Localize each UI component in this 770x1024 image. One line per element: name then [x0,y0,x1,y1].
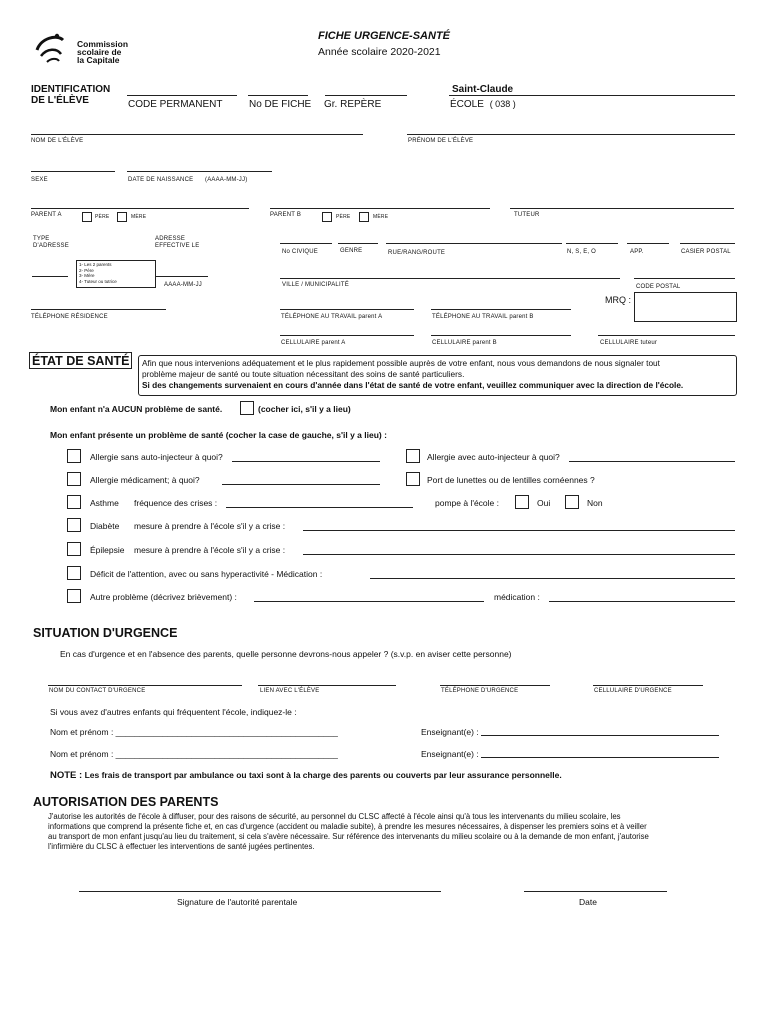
gr-repere-line[interactable] [325,95,407,96]
code-permanent-label: CODE PERMANENT [128,99,223,110]
urgence-question: En cas d'urgence et en l'absence des parents, quelle personne devrons-nous appeler ? (s.v.p. en aviser cette personne) [60,649,512,659]
parent-a-mere-checkbox[interactable] [117,212,127,222]
deficit-checkbox[interactable] [67,566,81,580]
tuteur-label: TUTEUR [514,212,540,218]
allergie-sans-label: Allergie sans auto-injecteur à quoi? [90,452,223,462]
pompe-oui-label: Oui [537,498,551,508]
diabete-checkbox[interactable] [67,518,81,532]
sexe-line[interactable] [31,171,115,172]
aucun-probleme-checkbox[interactable] [240,401,254,415]
autorisation-line-4: l'infirmière du CLSC à effectuer les interventions de santé jugées pertinentes. [48,842,315,851]
nom-contact-line[interactable] [48,685,242,686]
adresse-date-line[interactable] [156,276,208,277]
allergie-avec-label: Allergie avec auto-injecteur à quoi? [427,452,560,462]
frequence-line[interactable] [226,507,413,508]
date-naissance-line[interactable] [127,171,272,172]
autres-enfants-label: Si vous avez d'autres enfants qui fréquentent l'école, indiquez-le : [50,707,297,717]
intro-line-3: Si des changements survenaient en cours d'année dans l'état de santé de votre enfant, veuillez communiquer avec la direction de l'école. [142,380,684,390]
logo-text [77,40,128,64]
date-format-label: (AAAA-MM-JJ) [205,177,248,183]
code-postal-label: CODE POSTAL [636,284,681,290]
epilepsie-label: Épilepsie [90,545,125,555]
date-line[interactable] [524,891,667,892]
presente-probleme-label: Mon enfant présente un problème de santé (cocher la case de gauche, s'il y a lieu) : [50,430,387,440]
code-permanent-line[interactable] [127,95,237,96]
parent-b-pere-label: PÈRE [336,214,351,220]
adresse-effective-line-2: EFFECTIVE LE [155,243,200,249]
cell-urgence-label: CELLULAIRE D'URGENCE [594,688,672,694]
cell-a-line[interactable] [280,335,414,336]
allergie-sans-checkbox[interactable] [67,449,81,463]
allergie-avec-line[interactable] [569,461,735,462]
prenom-eleve-line[interactable] [407,134,735,135]
etat-sante-title: ÉTAT DE SANTÉ [29,352,132,369]
lien-line[interactable] [258,685,396,686]
diabete-label: Diabète [90,521,120,531]
cell-urgence-line[interactable] [593,685,703,686]
ecole-label-text: ÉCOLE [450,99,484,110]
parent-a-label: PARENT A [31,212,62,218]
frequence-label: fréquence des crises : [134,498,218,508]
type-option-4: 4- Tuteur ou tutrice [79,278,117,284]
no-civique-line[interactable] [280,243,332,244]
lunettes-checkbox[interactable] [406,472,420,486]
type-adresse-line[interactable] [32,276,68,277]
sexe-label: SEXE [31,177,48,183]
enseignant-2-label: Enseignant(e) : [421,749,479,759]
nom-prenom-2[interactable]: Nom et prénom : _______________________________________________ [50,749,338,759]
logo-line-2: scolaire de [77,47,122,57]
tel-travail-a-label: TÉLÉPHONE AU TRAVAIL parent A [281,314,383,320]
no-fiche-label: No DE FICHE [249,99,312,110]
school-name: Saint-Claude [452,84,514,95]
lunettes-label: Port de lunettes ou de lentilles cornéennes ? [427,475,595,485]
school-year: Année scolaire 2020-2021 [318,46,441,58]
nom-prenom-1[interactable]: Nom et prénom : _______________________________________________ [50,727,338,737]
enseignant-1-line[interactable] [481,735,719,736]
ecole-label [450,99,516,110]
note-label: NOTE : [50,770,83,781]
nom-eleve-label: NOM DE L'ÉLÈVE [31,138,84,144]
allergie-med-checkbox[interactable] [67,472,81,486]
signature-line[interactable] [79,891,441,892]
type-option-3: 3- Mère [79,273,95,278]
date-label: Date [579,897,597,907]
deficit-line[interactable] [370,578,735,579]
tel-urgence-label: TÉLÉPHONE D'URGENCE [441,688,519,694]
autorisation-text [48,812,738,852]
pompe-oui-checkbox[interactable] [515,495,529,509]
date-naissance-label: DATE DE NAISSANCE [128,177,194,183]
autorisation-title: AUTORISATION DES PARENTS [33,795,219,809]
logo-emblem-icon [33,30,67,66]
ville-label: VILLE / MUNICIPALITÉ [282,282,349,288]
gr-repere-label: Gr. REPÈRE [324,99,382,110]
allergie-sans-line[interactable] [232,461,380,462]
cocher-ici-label: (cocher ici, s'il y a lieu) [258,404,351,414]
identification-label-line-2: DE L'ÉLÈVE [31,95,89,106]
type-adresse-options [76,260,156,288]
parent-b-label: PARENT B [270,212,302,218]
casier-label: CASIER POSTAL [681,249,731,255]
nseo-label: N, S, E, O [567,249,597,255]
parent-b-mere-checkbox[interactable] [359,212,369,222]
nom-eleve-line[interactable] [31,134,363,135]
enseignant-2-line[interactable] [481,757,719,758]
no-fiche-line[interactable] [248,95,308,96]
allergie-med-line[interactable] [222,484,380,485]
medication-line[interactable] [549,601,735,602]
tel-travail-b-line[interactable] [431,309,571,310]
adresse-date-format: AAAA-MM-JJ [164,282,202,288]
tuteur-line[interactable] [510,208,734,209]
prenom-eleve-label: PRÉNOM DE L'ÉLÈVE [408,138,474,144]
adresse-effective-label [155,236,199,250]
parent-a-pere-checkbox[interactable] [82,212,92,222]
genre-line[interactable] [338,243,378,244]
medication-label: médication : [494,592,540,602]
autorisation-line-1: J'autorise les autorités de l'école à diffuser, pour des raisons de sécurité, au personnel du CLSC affecté à l'école ainsi qu'à tous les intervenants du milieu scolaire, les [48,812,621,821]
asthme-label: Asthme [90,498,119,508]
autorisation-line-2: informations que comprend la présente fiche et, en cas d'urgence (accident ou maladie subite), à prendre les mesures nécessaires, à dispenser les premiers soins et à veiller [48,822,647,831]
identification-label [31,84,110,106]
allergie-med-label: Allergie médicament; à quoi? [90,475,200,485]
lien-label: LIEN AVEC L'ÉLÈVE [260,688,320,694]
note [50,770,562,781]
parent-a-pere-label: PÈRE [95,214,110,220]
parent-b-mere-label: MÈRE [373,214,389,220]
mrq-field[interactable] [634,292,737,322]
pompe-non-label: Non [587,498,603,508]
autre-checkbox[interactable] [67,589,81,603]
ecole-code: ( 038 ) [489,99,516,109]
cell-a-label: CELLULAIRE parent A [281,340,346,346]
parent-b-line[interactable] [270,208,490,209]
identification-label-line-1: IDENTIFICATION [31,84,111,95]
parent-a-mere-label: MÈRE [131,214,147,220]
no-civique-label: No CIVIQUE [282,249,319,255]
tel-travail-a-line[interactable] [280,309,414,310]
rue-line[interactable] [386,243,562,244]
pompe-label: pompe à l'école : [435,498,499,508]
ville-line[interactable] [280,278,620,279]
cell-b-line[interactable] [431,335,571,336]
cell-tuteur-label: CELLULAIRE tuteur [600,340,658,346]
diabete-mesure-label: mesure à prendre à l'école s'il y a crise : [134,521,286,531]
cell-b-label: CELLULAIRE parent B [432,340,497,346]
intro-line-2: problème majeur de santé ou toute situation nécessitant des soins de santé particuliers. [142,369,465,379]
parent-b-pere-checkbox[interactable] [322,212,332,222]
genre-label: GENRE [340,248,363,254]
code-postal-line[interactable] [634,278,735,279]
form-title: FICHE URGENCE-SANTÉ [318,30,451,42]
type-adresse-line-1: TYPE [33,236,50,242]
ecole-line[interactable] [449,95,735,96]
note-text: Les frais de transport par ambulance ou taxi sont à la charge des parents ou couverts par leur assurance personnelle. [84,770,562,780]
pompe-non-checkbox[interactable] [565,495,579,509]
logo-line-3: la Capitale [77,55,120,65]
nom-contact-label: NOM DU CONTACT D'URGENCE [49,688,146,694]
epilepsie-mesure-line[interactable] [303,554,735,555]
school-board-logo [33,28,133,74]
type-option-1: 1- Les 2 parents [79,262,112,267]
tel-urgence-line[interactable] [440,685,550,686]
mrq-label: MRQ : [605,295,631,305]
type-option-2: 2- Père [79,267,94,273]
tel-residence-line[interactable] [31,309,166,310]
allergie-avec-checkbox[interactable] [406,449,420,463]
aucun-probleme-label: Mon enfant n'a AUCUN problème de santé. [50,404,223,414]
epilepsie-checkbox[interactable] [67,542,81,556]
signature-label: Signature de l'autorité parentale [177,897,298,907]
parent-a-line[interactable] [31,208,249,209]
app-label: APP. [630,249,644,255]
logo-line-1: Commission [77,39,129,49]
epilepsie-mesure-label: mesure à prendre à l'école s'il y a crise : [134,545,286,555]
adresse-effective-line-1: ADRESSE [155,236,186,242]
type-adresse-label [33,236,69,250]
intro-line-1: Afin que nous intervenions adéquatement et le plus rapidement possible auprès de votre enfant, nous vous demandons de nous signaler tout [142,358,660,368]
deficit-label: Déficit de l'attention, avec ou sans hyperactivité - Médication : [90,569,323,579]
app-line[interactable] [627,243,669,244]
nseo-line[interactable] [566,243,618,244]
diabete-mesure-line[interactable] [303,530,735,531]
autre-line[interactable] [254,601,484,602]
autre-label: Autre problème (décrivez brièvement) : [90,592,237,602]
cell-tuteur-line[interactable] [598,335,735,336]
type-adresse-line-2: D'ADRESSE [33,243,69,249]
casier-line[interactable] [680,243,735,244]
tel-travail-b-label: TÉLÉPHONE AU TRAVAIL parent B [432,314,534,320]
rue-label: RUE/RANG/ROUTE [388,250,446,256]
tel-residence-label: TÉLÉPHONE RÉSIDENCE [31,314,108,320]
asthme-checkbox[interactable] [67,495,81,509]
etat-sante-intro [138,355,737,396]
urgence-title: SITUATION D'URGENCE [33,626,178,640]
autorisation-line-3: au transport de mon enfant jusqu'au lieu du traitement, si cela s'avère nécessaire. Sur référence des intervenants du milieu scolaire ou à la demande de mon enfant, j'autorise [48,832,649,841]
enseignant-1-label: Enseignant(e) : [421,727,479,737]
